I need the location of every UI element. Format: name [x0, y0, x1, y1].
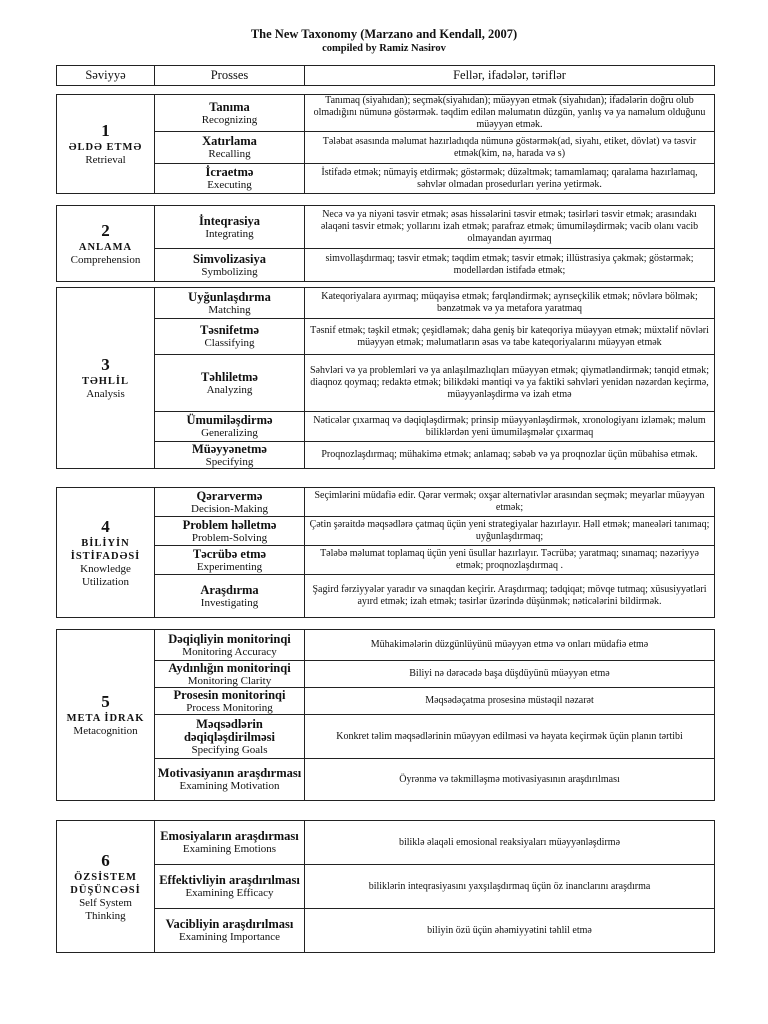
process-name-english: Executing [207, 179, 252, 191]
process-row [57, 821, 715, 865]
process-name: İcraetmə [205, 165, 254, 179]
process-description: Nəticələr çıxarmaq və dəqiqləşdirmək; prinsip müəyyənləşdirmək, xronologiyanı izləmək; məlum biliklərdən yeni ümumiləşmələr çıxarmaq [305, 412, 715, 442]
process-cell [155, 688, 305, 715]
process-row [57, 715, 715, 759]
process-name-english: Symbolizing [201, 265, 258, 278]
process-cell [155, 546, 305, 575]
process-cell [155, 715, 305, 759]
process-description: simvollaşdırmaq; təsvir etmək; təqdim etmək; təsvir etmək; illüstrasiya çəkmək; göstərmək; modellərdən istifadə etmək; [305, 249, 715, 282]
process-cell [155, 865, 305, 909]
level-table-5 [56, 629, 715, 801]
level-table-4 [56, 487, 715, 618]
process-cell [155, 95, 305, 132]
process-row [57, 95, 715, 132]
process-cell [155, 206, 305, 249]
level-name-english: Knowledge Utilization [80, 562, 131, 588]
process-name: Təsnifetmə [199, 323, 259, 337]
process-row [57, 688, 715, 715]
level-name-english: Comprehension [70, 253, 141, 266]
process-description: Necə və ya niyəni təsvir etmək; əsas hissələrini təsvir etmək; təsirləri təsvir etmək; arasındakı əlaqəni təsvir etmək; yollarını izah etmək; parafraz etmək; ümumiləşdirmək; vacib olanı vacib olmayandan ayırmaq [305, 206, 715, 249]
level-number: 6 [101, 850, 110, 870]
process-name-english: Generalizing [201, 427, 258, 439]
process-cell [155, 249, 305, 282]
process-row [57, 249, 715, 282]
process-name: Araşdırma [200, 582, 259, 597]
process-name-english: Recalling [208, 148, 251, 160]
page-title: The New Taxonomy (Marzano and Kendall, 2007) [250, 27, 518, 41]
level-name: BİLİYİN İSTİFADƏSİ [70, 537, 141, 562]
process-description: İstifadə etmək; nümayiş etdirmək; göstərmək; düzəltmək; tamamlamaq; qaralama hazırlamaq, səhvlər olmadan prosedurları yerinə yetirmək. [305, 164, 715, 194]
process-name-english: Specifying [205, 455, 254, 468]
process-cell [155, 288, 305, 319]
process-name: Müəyyənetmə [192, 441, 267, 456]
level-table-2 [56, 205, 715, 282]
process-cell [155, 759, 305, 801]
process-cell [155, 821, 305, 865]
process-row [57, 865, 715, 909]
level-cell [57, 630, 155, 801]
process-name-english: Monitoring Accuracy [182, 645, 277, 658]
level-number: 3 [101, 355, 110, 374]
header-table [56, 65, 715, 86]
process-name-english: Specifying Goals [191, 743, 268, 756]
process-name: Simvolizasiya [193, 251, 266, 266]
process-cell [155, 412, 305, 442]
process-name: Xatırlama [202, 134, 257, 148]
level-name: TƏHLİL [81, 376, 130, 387]
process-name-english: Examining Motivation [179, 780, 280, 792]
process-name: Təcrübə etmə [192, 546, 267, 561]
process-name-english: Classifying [204, 337, 255, 349]
process-cell [155, 319, 305, 355]
level-cell [57, 95, 155, 194]
process-name: Motivasiyanın araşdırması [157, 766, 302, 780]
level-name-english: Retrieval [85, 154, 126, 166]
process-name-english: Problem-Solving [191, 531, 268, 544]
process-cell [155, 442, 305, 469]
process-name-english: Investigating [200, 596, 259, 609]
process-row [57, 759, 715, 801]
column-header-process: Prosses [155, 66, 305, 86]
process-name: İnteqrasiya [198, 213, 261, 228]
process-name: Aydınlığın monitorinqi [168, 660, 291, 675]
process-name-english: Decision-Making [191, 502, 268, 515]
process-cell [155, 517, 305, 546]
process-description: Proqnozlaşdırmaq; mühakimə etmək; anlamaq; səbəb və ya proqnozlar üçün mübahisə etmək. [305, 442, 715, 469]
level-table-1 [56, 94, 715, 194]
process-name-english: Process Monitoring [186, 701, 273, 714]
process-description: Konkret təlim məqsədlərinin müəyyən edilməsi və həyata keçirmək üçün planın tərtibi [305, 715, 715, 759]
process-name: Uyğunlaşdırma [188, 289, 271, 304]
process-row [57, 288, 715, 319]
level-cell [57, 288, 155, 469]
process-cell [155, 355, 305, 412]
level-name-english: Self System Thinking [79, 896, 132, 922]
process-name-english: Examining Importance [178, 931, 281, 943]
process-description: Təsnif etmək; təşkil etmək; çeşidləmək; daha geniş bir kateqoriya müəyyən etmək; müxtəlif növləri müəyyən etmək; məlumatların əsas və tabe kateqoriyalarını müəyyən etmək [305, 319, 715, 355]
process-name-english: Examining Emotions [182, 843, 277, 855]
process-description: Tanımaq (siyahıdan); seçmək(siyahıdan); müəyyən etmək (siyahıdan); ifadələrin doğru olub olmadığını nümunə göstərmək. təqdim edilən məlumatın düzgün, yanlış və ya naməlum olduğunu müəyyən etmək. [305, 95, 715, 132]
process-cell [155, 132, 305, 164]
level-name: ANLAMA [78, 241, 133, 253]
column-header-verbs: Fellər, ifadələr, təriflər [305, 66, 715, 86]
process-row [57, 630, 715, 661]
process-name: Məqsədlərin dəqiqləşdirilməsi [184, 716, 275, 744]
process-name: Prosesin monitorinqi [173, 687, 286, 702]
process-description: biliklərin inteqrasiyasını yaxşılaşdırmaq üçün öz inanclarını araşdırma [305, 865, 715, 909]
process-row [57, 488, 715, 517]
level-number: 5 [101, 692, 110, 711]
process-description: Kateqoriyalara ayırmaq; müqayisə etmək; fərqləndirmək; ayrıseçkilik etmək; növlərə bölmək; bənzətmək və ya metafora yaratmaq [305, 288, 715, 319]
process-name-english: Experimenting [196, 560, 263, 573]
process-description: biliklə əlaqəli emosional reaksiyaları müəyyənləşdirmə [305, 821, 715, 865]
process-row [57, 909, 715, 953]
level-name-english: Analysis [86, 388, 125, 400]
process-row [57, 355, 715, 412]
process-row [57, 132, 715, 164]
process-cell [155, 661, 305, 688]
process-row [57, 546, 715, 575]
level-name: META İDRAK [66, 713, 145, 724]
level-name: ÖZSİSTEM DÜŞÜNCƏSİ [70, 871, 141, 896]
level-cell [57, 206, 155, 282]
process-description: Şagird fərziyyələr yaradır və sınaqdan keçirir. Araşdırmaq; tədqiqat; mövqe tutmaq; xüsusiyyətləri ayırd etmək; izah etmək; təsirlər üzərində düşünmək; nəticələrini bildirmək. [305, 575, 715, 618]
process-row [57, 412, 715, 442]
process-name: Qərarvermə [196, 488, 263, 503]
process-row [57, 575, 715, 618]
process-cell [155, 488, 305, 517]
level-table-3 [56, 287, 715, 469]
process-cell [155, 575, 305, 618]
level-number: 1 [101, 121, 110, 140]
process-description: Mühakimələrin düzgünlüyünü müəyyən etmə və onları müdafiə etmə [305, 630, 715, 661]
process-description: Tələbə məlumat toplamaq üçün yeni üsullar hazırlayır. Təcrübə; yaratmaq; sınamaq; nəzəriyyə etmək; proqnozlaşdırmaq . [305, 546, 715, 575]
process-name-english: Recognizing [201, 113, 258, 126]
process-description: Seçimlərini müdafiə edir. Qərar vermək; oxşar alternativlər arasından seçmək; meyarlar müəyyən etmək; [305, 488, 715, 517]
process-name-english: Analyzing [206, 383, 253, 396]
process-name-english: Integrating [205, 227, 254, 240]
process-name: Ümumiləşdirmə [186, 413, 273, 427]
level-number: 2 [101, 220, 110, 240]
process-description: Səhvləri və ya problemləri və ya anlaşılmazlıqları müəyyən etmək; qiymətləndirmək; tənqid etmək; diaqnoz qoymaq; redaktə etmək; bilikdəki məntiqi və ya faktiki səhvləri yenidən nəzərdən keçirmə, müəyyənləşdirmə və izah etmə [305, 355, 715, 412]
level-number: 4 [101, 516, 110, 536]
process-name-english: Matching [208, 303, 251, 316]
process-name: Emosiyaların araşdırması [160, 829, 299, 843]
column-header-level: Səviyyə [57, 66, 155, 86]
process-name: Vacibliyin araşdırılması [165, 917, 294, 931]
process-name: Təhliletmə [201, 369, 258, 384]
process-description: Çətin şəraitdə məqsədlərə çatmaq üçün yeni strategiyalar hazırlayır. Həll etmək; maneələri tanımaq; uyğunlaşdırmaq; [305, 517, 715, 546]
process-description: biliyin özü üçün əhəmiyyətini təhlil etmə [305, 909, 715, 953]
process-cell [155, 909, 305, 953]
level-table-6 [56, 820, 715, 953]
process-cell [155, 630, 305, 661]
level-cell [57, 821, 155, 953]
process-row [57, 319, 715, 355]
level-cell [57, 488, 155, 618]
level-name: ƏLDƏ ETMƏ [68, 142, 143, 153]
process-row [57, 442, 715, 469]
level-name-english: Metacognition [73, 725, 138, 737]
process-row [57, 517, 715, 546]
process-description: Məqsədəçatma prosesinə müstəqil nəzarət [305, 688, 715, 715]
process-row [57, 164, 715, 194]
process-description: Tələbat əsasında məlumat hazırladıqda nümunə göstərmək(ad, siyahı, etiket, dövlət) və təsvir etmək(kim, nə, harada və s) [305, 132, 715, 164]
process-name-english: Monitoring Clarity [187, 674, 272, 687]
process-description: Biliyi nə dərəcədə başa düşdüyünü müəyyən etmə [305, 661, 715, 688]
process-row [57, 661, 715, 688]
process-name: Tanıma [209, 99, 250, 114]
process-cell [155, 164, 305, 194]
process-description: Öyrənmə və təkmilləşmə motivasiyasının araşdırılması [305, 759, 715, 801]
process-name-english: Examining Efficacy [185, 887, 274, 899]
process-name: Dəqiqliyin monitorinqi [168, 631, 291, 646]
process-row [57, 206, 715, 249]
process-name: Problem həlletmə [182, 517, 277, 532]
process-name: Effektivliyin araşdırılması [159, 873, 300, 887]
page-subtitle: compiled by Ramiz Nasirov [322, 43, 446, 54]
